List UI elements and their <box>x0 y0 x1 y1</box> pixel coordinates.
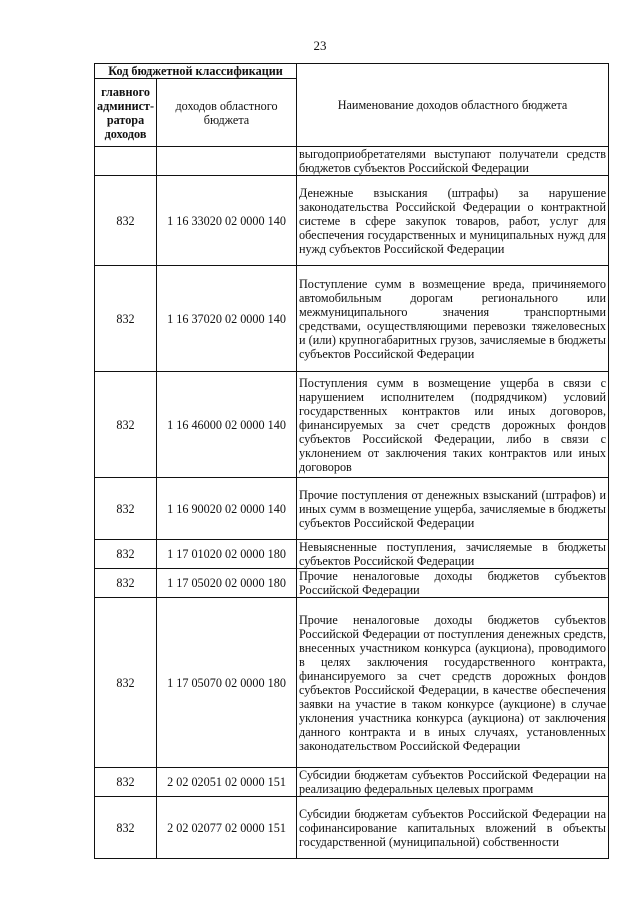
group-header: Код бюджетной классификации <box>95 64 297 79</box>
table-row <box>95 372 609 478</box>
admin-code-cell: 832 <box>95 768 157 797</box>
admin-code-cell: 832 <box>95 176 157 266</box>
table-row <box>95 147 609 176</box>
income-name-cell: Прочие неналоговые доходы бюджетов субъектов Российской Федерации от поступления денежных средств, внесенных участником конкурса (аукциона), проводимого в целях заключения государственного контракта, финансируемого за счет средств дорожных фондов субъектов Российской Федерации, в качестве обеспечения заявки на участие в таком конкурсе (аукционе) в случае уклонения участника конкурса (аукциона) от заключения данного контракта и в иных случаях, установленных законодательством Российской Федерации <box>297 598 609 768</box>
column-header-admin: главного админист-ратора доходов <box>95 79 157 147</box>
income-name-cell: Денежные взыскания (штрафы) за нарушение законодательства Российской Федерации о контрактной системе в сфере закупок товаров, работ, услуг для обеспечения государственных и муниципальных нужд для нужд субъектов Российской Федерации <box>297 176 609 266</box>
column-header-code: доходов областного бюджета <box>157 79 297 147</box>
budget-classification-table <box>94 63 609 859</box>
budget-code-cell: 1 17 05020 02 0000 180 <box>157 569 297 598</box>
income-name-cell: Прочие поступления от денежных взысканий (штрафов) и иных сумм в возмещение ущерба, зачисляемые в бюджеты субъектов Российской Федерации <box>297 478 609 540</box>
budget-code-cell: 2 02 02077 02 0000 151 <box>157 797 297 859</box>
budget-code-cell: 1 17 05070 02 0000 180 <box>157 598 297 768</box>
table-row <box>95 598 609 768</box>
income-name-cell: Невыясненные поступления, зачисляемые в бюджеты субъектов Российской Федерации <box>297 540 609 569</box>
income-name-cell: Субсидии бюджетам субъектов Российской Федерации на софинансирование капитальных вложений в объекты государственной (муниципальной) собственности <box>297 797 609 859</box>
admin-code-cell: 832 <box>95 569 157 598</box>
table-row <box>95 768 609 797</box>
budget-code-cell: 1 16 46000 02 0000 140 <box>157 372 297 478</box>
admin-code-cell: 832 <box>95 372 157 478</box>
income-name-cell: Субсидии бюджетам субъектов Российской Федерации на реализацию федеральных целевых программ <box>297 768 609 797</box>
admin-code-cell: 832 <box>95 598 157 768</box>
column-header-name: Наименование доходов областного бюджета <box>297 64 609 147</box>
page-number: 23 <box>313 38 327 53</box>
admin-code-cell: 832 <box>95 797 157 859</box>
budget-code-cell: 2 02 02051 02 0000 151 <box>157 768 297 797</box>
income-name-cell: выгодоприобретателями выступают получатели средств бюджетов субъектов Российской Федерации <box>297 147 609 176</box>
budget-code-cell: 1 16 33020 02 0000 140 <box>157 176 297 266</box>
budget-code-cell: 1 16 37020 02 0000 140 <box>157 266 297 372</box>
income-name-cell: Поступления сумм в возмещение ущерба в связи с нарушением исполнителем (подрядчиком) условий государственных контрактов или иных договоров, финансируемых за счет средств дорожных фондов субъектов Российской Федерации, либо в связи с уклонением от заключения таких контрактов или иных договоров <box>297 372 609 478</box>
income-name-cell: Поступление сумм в возмещение вреда, причиняемого автомобильным дорогам регионального или межмуниципального значения транспортными средствами, осуществляющими перевозки тяжеловесных и (или) крупногабаритных грузов, зачисляемые в бюджеты субъектов Российской Федерации <box>297 266 609 372</box>
budget-code-cell <box>157 147 297 176</box>
table-row <box>95 797 609 859</box>
table-row <box>95 569 609 598</box>
admin-code-cell: 832 <box>95 478 157 540</box>
admin-code-cell: 832 <box>95 540 157 569</box>
admin-code-cell: 832 <box>95 266 157 372</box>
table-row <box>95 176 609 266</box>
table-row <box>95 266 609 372</box>
admin-code-cell <box>95 147 157 176</box>
budget-code-cell: 1 16 90020 02 0000 140 <box>157 478 297 540</box>
budget-code-cell: 1 17 01020 02 0000 180 <box>157 540 297 569</box>
table-row <box>95 478 609 540</box>
income-name-cell: Прочие неналоговые доходы бюджетов субъектов Российской Федерации <box>297 569 609 598</box>
table-row <box>95 540 609 569</box>
